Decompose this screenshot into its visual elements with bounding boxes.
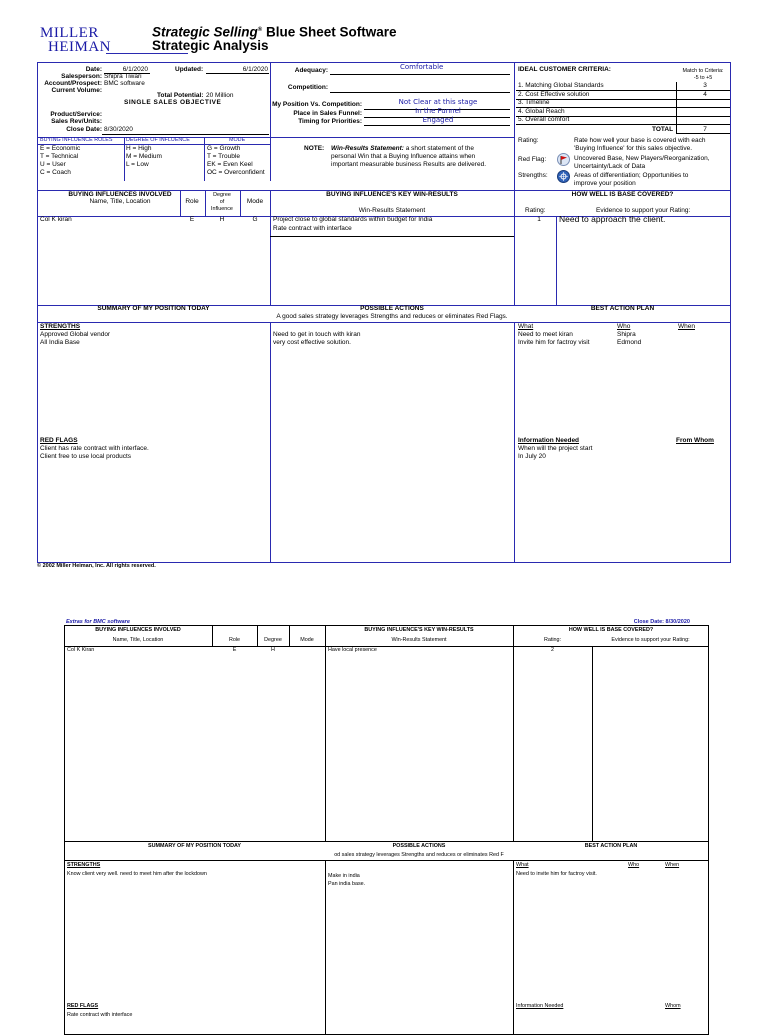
evidence-col-header: Evidence to support your Rating: [596, 207, 691, 214]
degree-title: DEGREE OF INFLUENCE [126, 137, 190, 143]
salesperson-label: Salesperson: [61, 73, 102, 80]
divider [270, 322, 271, 563]
match-range: -5 to +5 [693, 75, 713, 81]
timing-underline [364, 125, 510, 126]
logo-bottom-text: HEIMAN [48, 39, 111, 55]
possible-action-item: very cost effective solution. [273, 339, 351, 346]
mode-legend-item: G = Growth [207, 145, 241, 152]
close-date-value: 8/30/2020 [104, 126, 133, 133]
divider [325, 860, 326, 1035]
position-label: My Position Vs. Competition: [272, 101, 362, 108]
mode-legend-item: OC = Overconfident [207, 169, 265, 176]
extras-label: Extras for BMC software [66, 619, 130, 625]
bi-title: BUYING INFLUENCES INVOLVED [68, 191, 172, 198]
position-value: Not Clear at this stage [398, 98, 478, 106]
close-date-label: Close Date: [66, 126, 102, 133]
possible-actions-title: POSSIBLE ACTIONS [360, 305, 424, 312]
degree-col-header-2: of [219, 199, 225, 205]
divider [270, 190, 271, 305]
title-rest: Blue Sheet Software [262, 24, 397, 40]
from-whom-header: From Whom [676, 437, 714, 444]
note-line-3: important measurable business Results are delivered. [331, 161, 486, 168]
criteria-col-divider [676, 82, 677, 133]
competition-label: Competition: [287, 84, 328, 91]
red-flag-item: Client free to use local products [40, 453, 132, 460]
rating-legend-line-2: 'Buying Influence' for this sales objective. [574, 145, 693, 152]
best-action-title: BEST ACTION PLAN [590, 305, 655, 312]
red-flag-icon [557, 153, 570, 166]
updated-value: 6/1/2020 [242, 66, 268, 73]
extras-possible-actions-subtitle: od sales strategy leverages Strengths and reduces or eliminates Red F [334, 852, 504, 858]
divider [514, 322, 515, 563]
degree-legend-item: L = Low [126, 161, 149, 168]
what-header: What [518, 323, 534, 330]
note-line-2: personal Win that a Buying Influence attains when [331, 153, 476, 160]
extras-possible-action-item: Make in india [328, 873, 360, 879]
wrs-cell-1: Project close to global standards within budget for India [273, 216, 433, 223]
info-needed-item: In July 20 [518, 453, 546, 460]
strength-item: Approved Global vendor [40, 331, 111, 338]
extras-info-needed-header: Information Needed [516, 1003, 564, 1009]
possible-action-item: Need to get in touch with kiran [273, 331, 361, 338]
header-subtitle: Strategic Analysis [152, 38, 269, 53]
redflag-legend-line-1: Uncovered Base, New Players/Reorganization, [574, 155, 710, 162]
extras-red-flags-heading: RED FLAGS [67, 1003, 99, 1009]
single-sales-objective-label: SINGLE SALES OBJECTIVE [124, 99, 222, 106]
rating-col-header: Rating: [525, 207, 546, 214]
roles-title: BUYING INFLUENCE ROLES [40, 137, 113, 143]
mode-col-header: Mode [246, 198, 264, 205]
plan-what: Need to meet kiran [518, 331, 573, 338]
mode-title: MODE [229, 137, 246, 143]
info-needed-item: When will the project start [518, 445, 593, 452]
criteria-item-label: 4. Global Reach [518, 107, 565, 115]
plan-who: Shipra [617, 331, 636, 338]
divider [325, 625, 326, 841]
red-flags-heading: RED FLAGS [40, 437, 78, 444]
extras-red-flag-item: Rate contract with interface [67, 1012, 133, 1018]
note-bold: Win-Results Statement: [331, 145, 404, 152]
account-label: Account/Prospect: [44, 80, 102, 87]
timing-value: Engaged [422, 116, 454, 124]
kwr-title: BUYING INFLUENCE'S KEY WIN-RESULTS [326, 191, 458, 198]
redflag-legend-line-2: Uncertainty/Lack of Data [574, 163, 646, 170]
coverage-title: HOW WELL IS BASE COVERED? [571, 191, 674, 198]
who-header: Who [617, 323, 631, 330]
funnel-label: Place in Sales Funnel: [293, 110, 362, 117]
info-needed-header: Information Needed [518, 437, 580, 444]
extras-sheet-frame [64, 625, 709, 1035]
strengths-legend-line-1: Areas of differentiation; Opportunities to [574, 172, 689, 179]
extras-summary-title: SUMMARY OF MY POSITION TODAY [147, 843, 242, 849]
extras-whom-header: Whom [665, 1003, 681, 1009]
title-italic: Strategic Selling [152, 24, 258, 40]
extras-possible-actions-title: POSSIBLE ACTIONS [392, 843, 446, 849]
updated-label: Updated: [175, 66, 204, 73]
mode-legend-item: T = Trouble [207, 153, 240, 160]
extras-wrs-col-header: Win-Results Statement [391, 637, 447, 643]
criteria-item-score: 4 [703, 90, 707, 98]
extras-plan-what: Need to invite him for factroy visit. [516, 871, 597, 877]
plan-what: Invite him for factroy visit [518, 339, 590, 346]
total-potential-value: 20 Million [206, 92, 234, 99]
extras-best-action-title: BEST ACTION PLAN [584, 843, 638, 849]
logo-top-text: MILLER [40, 25, 99, 41]
extras-bi-degree-cell: H [271, 647, 275, 653]
role-legend-item: E = Economic [40, 145, 81, 152]
rating-cell: 1 [537, 216, 541, 223]
bi-role-cell: E [189, 216, 195, 223]
current-volume-label: Current Volume: [51, 87, 102, 94]
divider [240, 190, 241, 217]
strength-item: All India Base [40, 339, 80, 346]
bi-mode-cell: G [252, 216, 258, 223]
date-value: 6/1/2020 [122, 66, 148, 73]
funnel-value: In the Funnel [415, 107, 461, 115]
criteria-total-label: TOTAL [652, 126, 674, 133]
criteria-total-value: 7 [703, 126, 707, 133]
plan-who: Edmond [617, 339, 642, 346]
criteria-item-label: 5. Overall comfort [518, 116, 570, 124]
competition-underline [330, 92, 510, 93]
divider [556, 216, 557, 305]
mode-legend-item: EK = Even Keel [207, 161, 253, 168]
company-logo [38, 25, 150, 55]
divider [64, 841, 709, 842]
title-registered-mark: ® [257, 27, 263, 33]
divider [205, 190, 206, 217]
close-date-underline [102, 134, 269, 135]
note-text: a short statement of the [403, 145, 475, 152]
note-line-1 [331, 145, 474, 153]
possible-actions-subtitle: A good sales strategy leverages Strengths and reduces or eliminates Red Flags. [276, 313, 508, 320]
summary-title: SUMMARY OF MY POSITION TODAY [97, 305, 210, 312]
criteria-title: IDEAL CUSTOMER CRITERIA: [518, 66, 611, 73]
wrs-col-header: Win-Results Statement [358, 207, 426, 214]
degree-col-header: Degree [213, 192, 231, 198]
extras-mode-col-header: Mode [300, 637, 314, 643]
divider [592, 646, 593, 841]
total-underline [676, 133, 730, 134]
criteria-list [516, 82, 730, 132]
redflag-legend-label: Red Flag: [518, 156, 547, 163]
extras-bi-title: BUYING INFLUENCES INVOLVED [95, 627, 181, 633]
extras-bi-name-cell: Col K Kiran [67, 647, 95, 653]
name-col-header: Name, Title, Location [89, 198, 151, 205]
divider [64, 646, 709, 647]
strengths-icon [557, 170, 570, 183]
extras-strengths-heading: STRENGTHS [67, 862, 101, 868]
role-legend-item: C = Coach [40, 169, 71, 176]
adequacy-underline [330, 74, 510, 75]
salesperson-value: Shipra Tiwari [104, 73, 142, 80]
divider [180, 190, 181, 217]
extras-close-date: Close Date: 8/30/2020 [633, 619, 690, 625]
criteria-item-label: 2. Cost Effective solution [518, 90, 590, 98]
adequacy-value: Comfortable [400, 63, 444, 71]
wrs-cell-2: Rate contract with interface [273, 225, 352, 232]
strengths-heading: STRENGTHS [40, 323, 81, 330]
extras-evidence-col-header: Evidence to support your Rating: [611, 637, 690, 643]
product-label: Product/Service: [50, 111, 102, 118]
adequacy-label: Adequacy: [294, 67, 328, 74]
divider [513, 625, 514, 841]
extras-coverage-title: HOW WELL IS BASE COVERED? [568, 627, 654, 633]
extras-possible-action-item: Pan india base. [328, 881, 366, 887]
extras-degree-col-header: Degree [264, 637, 282, 643]
extras-strength-item: Know client very well. need to meet him after the lockdown [67, 871, 207, 877]
red-flag-item: Client has rate contract with interface. [40, 445, 149, 452]
rating-legend-line-1: Rate how well your base is covered with each [574, 137, 706, 144]
criteria-item-score: 3 [703, 82, 707, 89]
extras-what-header: What [516, 862, 529, 868]
bi-name-cell: Col K kiran [40, 216, 72, 223]
extras-when-header: When [665, 862, 680, 868]
rating-legend-label: Rating: [518, 137, 539, 144]
strengths-legend-line-2: improve your position [574, 180, 636, 187]
degree-col-header-3: Influence [211, 206, 233, 212]
extras-bi-role-cell: E [232, 647, 237, 653]
degree-legend-item: M = Medium [126, 153, 162, 160]
evidence-cell: Need to approach the client. [559, 214, 666, 224]
extras-role-col-header: Role [228, 637, 241, 643]
degree-legend-item: H = High [126, 145, 152, 152]
match-label: Match to Criteria: [682, 68, 724, 74]
when-header: When [678, 323, 695, 330]
extras-name-col-header: Name, Title, Location [112, 637, 164, 643]
sales-rev-label: Sales Rev/Units: [51, 118, 102, 125]
date-label: Date: [85, 66, 102, 73]
criteria-item-label: 3. Timeline [518, 99, 550, 107]
extras-kwr-title: BUYING INFLUENCE'S KEY WIN-RESULTS [364, 627, 474, 633]
note-label: NOTE: [304, 145, 325, 152]
timing-label: Timing for Priorities: [298, 118, 362, 125]
total-potential-label: Total Potential: [157, 92, 204, 99]
divider [64, 860, 709, 861]
extras-wrs-cell: Have local presence [328, 647, 377, 653]
divider [513, 860, 514, 1035]
role-col-header: Role [185, 198, 199, 205]
strengths-legend-label: Strengths: [518, 172, 548, 179]
divider [514, 62, 515, 190]
divider [514, 190, 515, 305]
updated-underline [206, 73, 269, 74]
extras-rating-col-header: Rating: [543, 637, 562, 643]
criteria-item-label: 1. Matching Global Standards [518, 82, 604, 89]
divider [270, 137, 271, 181]
divider [270, 236, 514, 237]
extras-rating-cell: 2 [551, 647, 554, 653]
bi-degree-cell: H [219, 216, 225, 223]
role-legend-item: T = Technical [40, 153, 79, 160]
account-value: BMC software [104, 80, 145, 87]
extras-who-header: Who [628, 862, 640, 868]
copyright-notice: © 2002 Miller Heiman, Inc. All rights reserved. [37, 563, 156, 569]
role-legend-item: U = User [40, 161, 66, 168]
